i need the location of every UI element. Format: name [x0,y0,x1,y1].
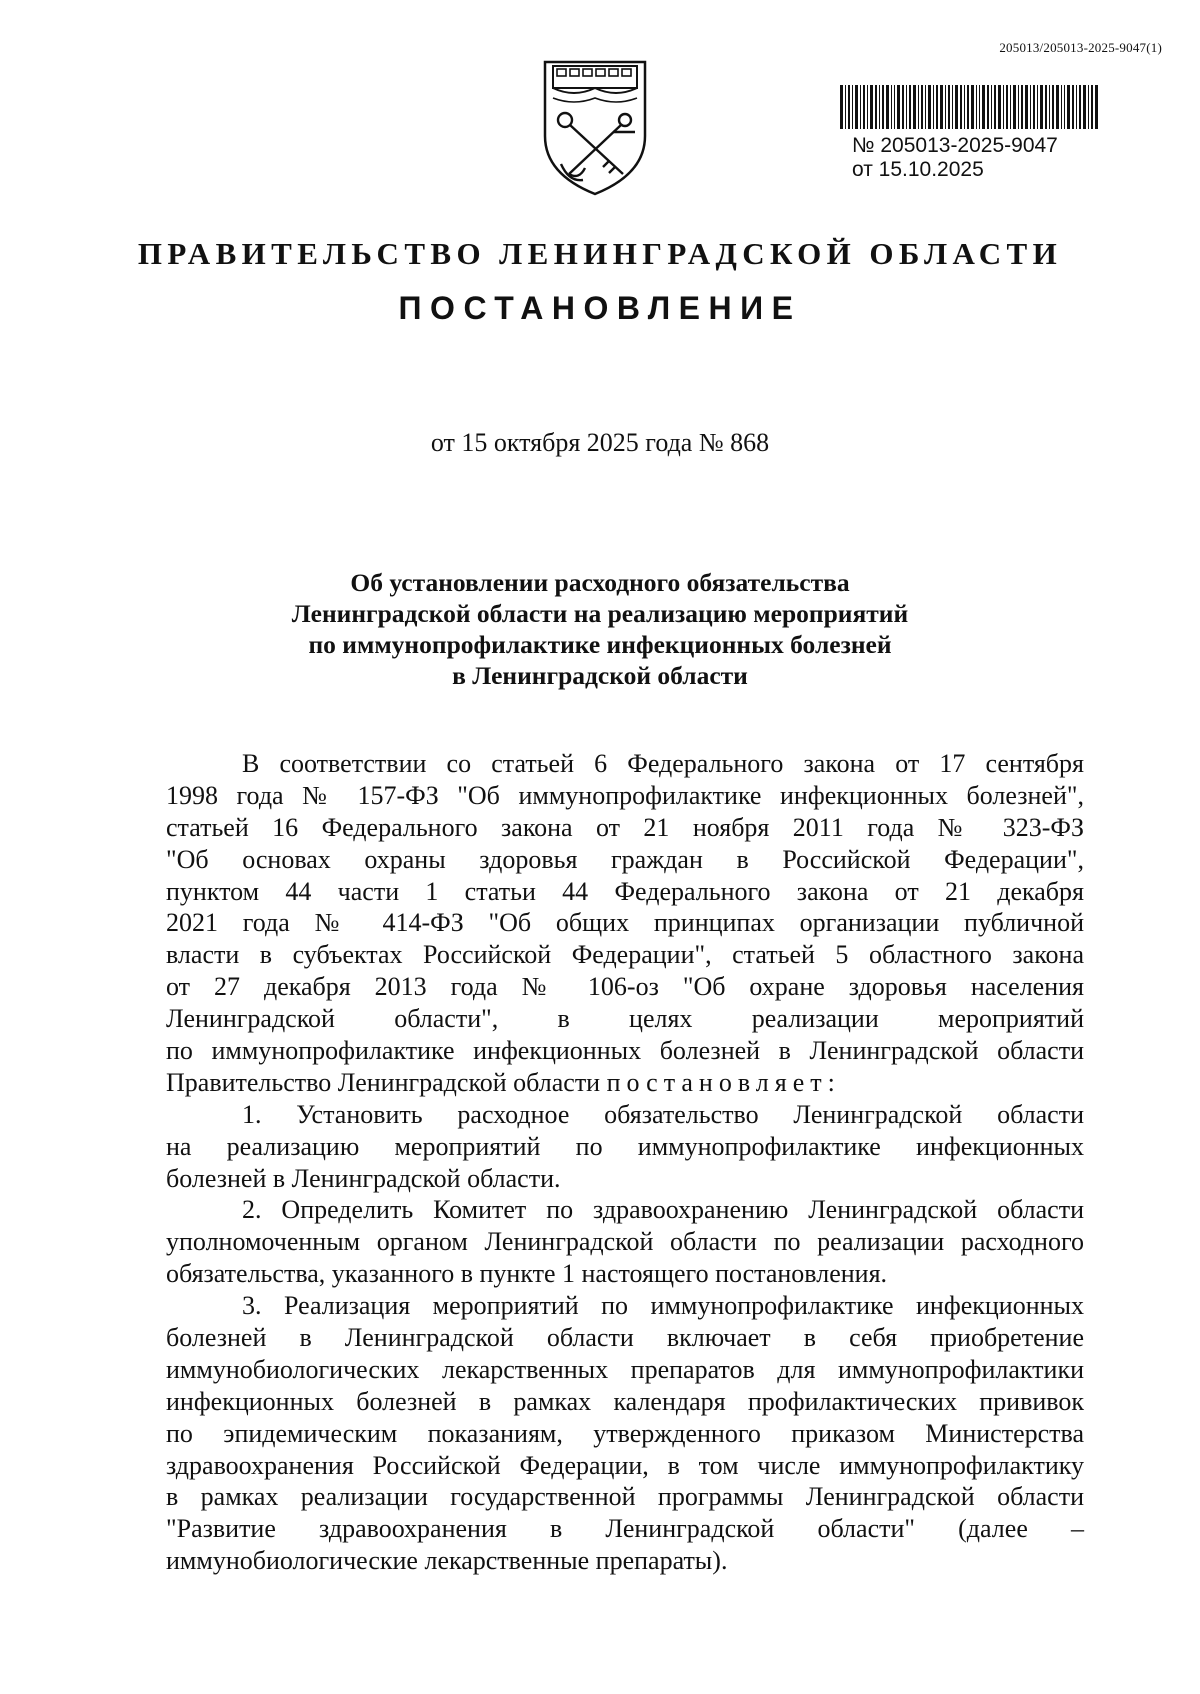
body-line: от 27 декабря 2013 года № 106-оз "Об охране здоровья населения [166,972,1084,1002]
body-line: иммунобиологические лекарственные препараты). [166,1546,728,1576]
body-line: 2021 года № 414-ФЗ "Об общих принципах организации публичной [166,908,1084,938]
barcode [840,85,1098,129]
body-line: 2. Определить Комитет по здравоохранению Ленинградской области [242,1195,1084,1225]
body-line: обязательства, указанного в пункте 1 настоящего постановления. [166,1259,888,1289]
resolves-word: постановляет: [606,1067,841,1097]
coat-of-arms-emblem [539,58,651,196]
body-line: болезней в Ленинградской области. [166,1163,561,1193]
body-line: инфекционных болезней в рамках календаря профилактических прививок [166,1386,1084,1416]
body-line: "Об основах охраны здоровья граждан в Российской Федерации", [166,844,1084,874]
body-line: болезней в Ленинградской области включает в себя приобретение [166,1323,1084,1353]
government-heading: ПРАВИТЕЛЬСТВО ЛЕНИНГРАДСКОЙ ОБЛАСТИ [137,236,1063,271]
body-line: иммунобиологических лекарственных препаратов для иммунопрофилактики [166,1354,1084,1384]
body-line: В соответствии со статьей 6 Федерального закона от 17 сентября [242,749,1084,778]
document-type-heading: ПОСТАНОВЛЕНИЕ [398,290,802,326]
subject-line: по иммунопрофилактике инфекционных болезней [308,630,892,659]
decree-date-number: от 15 октября 2025 года № 868 [430,428,770,457]
body-line: 1. Установить расходное обязательство Ленинградской области [242,1099,1084,1129]
subject-line: в Ленинградской области [452,661,748,690]
body-line: 3. Реализация мероприятий по иммунопрофилактике инфекционных [242,1291,1084,1321]
registration-id: 205013/205013-2025-9047(1) [999,40,1162,55]
body-line: "Развитие здравоохранения в Ленинградской области" (далее – [166,1514,1084,1544]
body-line: Ленинградской области", в целях реализации мероприятий [166,1004,1084,1034]
body-line: по иммунопрофилактике инфекционных болезней в Ленинградской области [166,1036,1084,1066]
body-line: статьей 16 Федерального закона от 21 ноября 2011 года № 323-ФЗ [166,812,1084,842]
body-line: по эпидемическим показаниям, утвержденного приказом Министерства [166,1418,1084,1448]
body-line: пунктом 44 части 1 статьи 44 Федерального закона от 21 декабря [166,876,1084,906]
registration-stamp-number: № 205013-2025-9047 [852,134,1058,157]
decree-body [166,748,1084,1577]
subject-line: Об установлении расходного обязательства [350,568,850,597]
body-line-text: Правительство Ленинградской области [166,1067,601,1097]
body-line: на реализацию мероприятий по иммунопрофилактике инфекционных [166,1131,1084,1161]
body-line: здравоохранения Российской Федерации, в том числе иммунопрофилактику [166,1450,1084,1480]
subject-line: Ленинградской области на реализацию мероприятий [291,599,909,628]
body-line: 1998 года № 157-ФЗ "Об иммунопрофилактике инфекционных болезней", [166,780,1084,810]
body-line: уполномоченным органом Ленинградской области по реализации расходного [166,1227,1084,1257]
body-line [166,1067,1084,1099]
body-line: в рамках реализации государственной программы Ленинградской области [166,1482,1084,1512]
registration-stamp-date: от 15.10.2025 [852,158,984,181]
decree-subject [0,567,1200,691]
body-line: власти в субъектах Российской Федерации", статьей 5 областного закона [166,940,1084,970]
